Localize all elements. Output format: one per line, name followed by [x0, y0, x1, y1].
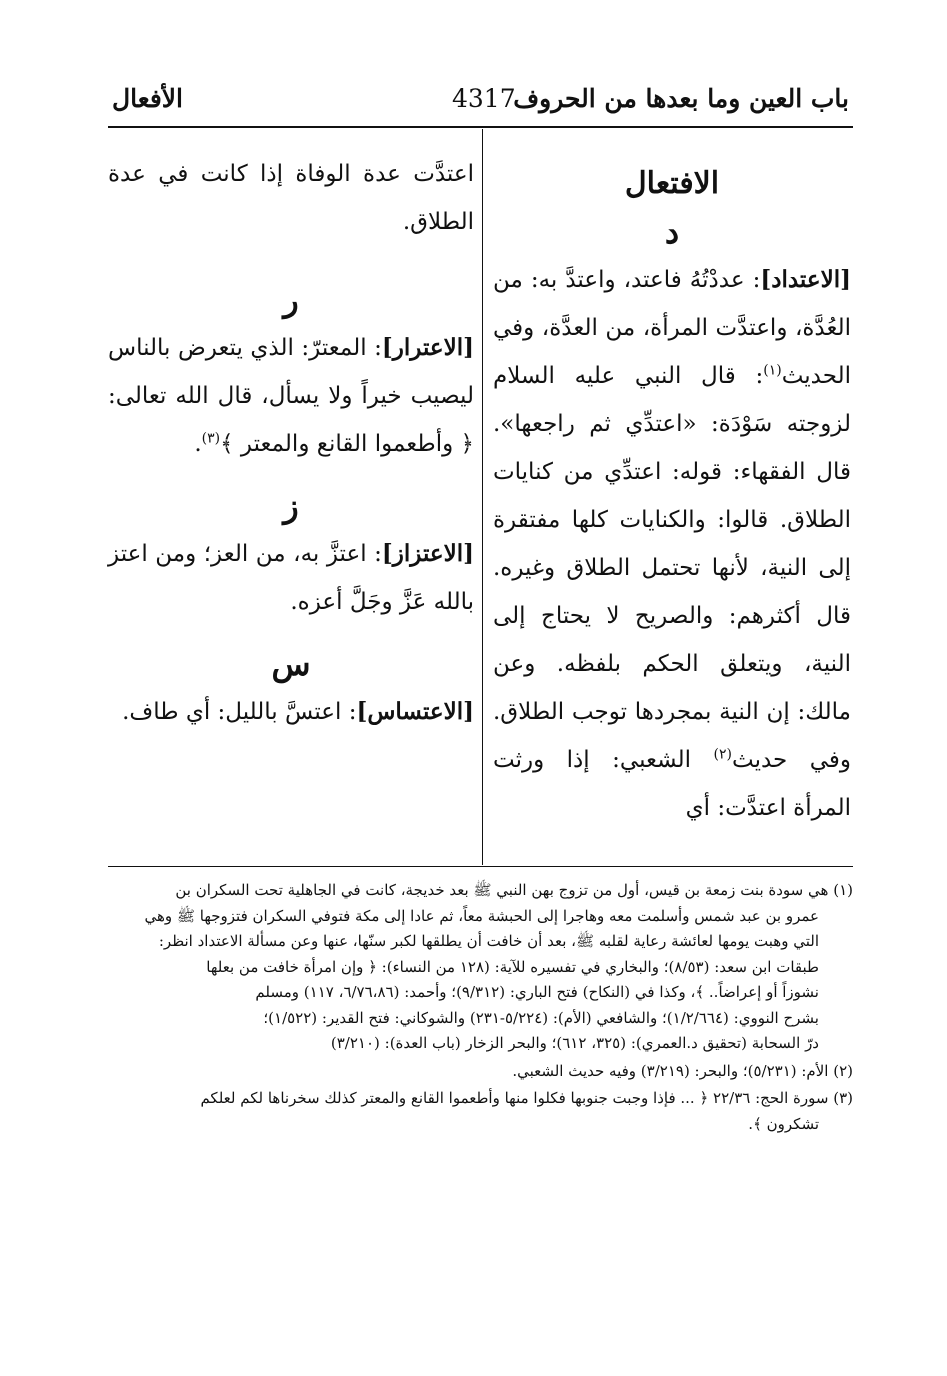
entry-text: : عددْتُهُ فاعتد، واعتدَّ به: من العُدَّة، واعتدَّت المرأة، من العدَّة، وفي الحديث [493, 267, 851, 389]
footnote-marker-2: (٢) [713, 746, 732, 763]
footnote-rule [108, 866, 853, 867]
footnotes [108, 878, 853, 1139]
letter-heading-zay: ز [283, 487, 299, 525]
entry-term: [الاعتزاز] [381, 540, 474, 567]
section-running-title: الأفعال [112, 84, 183, 113]
footnote-2 [108, 1059, 853, 1085]
entry-text-end: الشعبي: إذا ورثت المرأة اعتدَّت: أي [493, 747, 851, 821]
footnote-line: التي وهبت يومها لعائشة رعاية لقلبه ﷺ، بعد أن خافت أن يطلقها لكبر سنّها، عنها وعن مسألة الاعتداد انظر: [158, 932, 819, 950]
footnote-marker: (١) [833, 881, 853, 899]
entry-term: [الاعترار] [381, 334, 474, 361]
footnote-line: الأم: (٥/٢٣١)؛ والبحر: (٣/٢١٩) وفيه حديث الشعبي. [512, 1061, 829, 1080]
footnote-line: تشكرون ﴾. [748, 1114, 819, 1133]
entry-term: [الاعتساس] [356, 698, 474, 725]
entry-text-end: . [194, 431, 202, 457]
chapter-title: باب العين وما بعدها من الحروف [513, 84, 849, 113]
footnote-line: درّ السحابة (تحقيق د.العمري): (٣٢٥، ٦١٢)؛ والبحر الزخار (باب العدة): (٣/٢١٠) [330, 1034, 819, 1052]
footnote-3 [108, 1086, 853, 1137]
entry-itirar [108, 324, 474, 468]
entry-continuation: اعتدَّت عدة الوفاة إذا كانت في عدة الطلاق. [108, 161, 474, 235]
entry-itizaz [108, 530, 474, 626]
footnote-line: عمرو بن عبد شمس وأسلمت معه وهاجرا إلى الحبشة معاً، ثم عادا إلى مكة فتوفي السكران فتزوجها ﷺ وهي [144, 906, 819, 925]
footnote-1 [108, 878, 853, 1057]
footnote-marker-3: (٣) [201, 430, 221, 447]
footnote-marker: (٢) [833, 1061, 853, 1080]
footnote-line: سورة الحج: ٢٢/٣٦ ﴿ ... فإذا وجبت جنوبها فكلوا منها وأطعموا القانع والمعتر كذلك سخرناها لكم لعلكم [200, 1089, 829, 1107]
column-divider [482, 129, 483, 865]
footnote-marker: (٣) [833, 1089, 853, 1107]
entry-text-continued: : قال النبي عليه السلام لزوجته سَوْدَة: «اعتدِّي ثم راجعها». قال الفقهاء: قوله: اعتدِّي من كنايات الطلاق. قالوا: والكنايات كلها مفتقرة إلى النية، لأنها تحتمل الطلاق وغيره. قال أكثرهم: والصريح لا يحتاج إلى النية، ويتعلق الحكم بلفظه. وعن مالك: إن النية بمجردها توجب الطلاق. وفي حديث [493, 363, 852, 773]
left-column [108, 150, 474, 736]
footnote-line: هي سودة بنت زمعة بن قيس، أول من تزوج بهن النبي ﷺ بعد خديجة، كانت في الجاهلية تحت السكران بن [175, 881, 829, 899]
entry-text: : اعتزَّ به، من العز؛ ومن اعتز بالله عَزَّ وجَلَّ أعزه. [108, 541, 474, 615]
letter-heading-sin: س [271, 645, 311, 683]
entry-itidad [493, 256, 851, 832]
entry-itisas [108, 688, 474, 736]
footnote-marker-1: (١) [763, 362, 782, 379]
footnote-line: طبقات ابن سعد: (٨/٥٣)؛ والبخاري في تفسيره للآية: (١٢٨ من النساء): ﴿ وإن امرأة خافت من بعلها [206, 957, 819, 976]
right-column [493, 160, 851, 832]
section-heading: الافتعال [624, 166, 720, 201]
entry-text: : المعترّ: الذي يتعرض بالناس ليصيب خيراً ولا يسأل، قال الله تعالى: ﴿ وأطعموا القانع والمعتر ﴾ [108, 335, 474, 457]
page-number: 4317 [452, 84, 516, 113]
header-rule [108, 126, 853, 128]
letter-heading-dal: د [664, 213, 680, 251]
entry-term: [الاعتداد] [760, 266, 851, 293]
letter-heading-ra: ر [283, 281, 299, 319]
footnote-line: نشوزاً أو إعراضاً.. ﴾، وكذا في (النكاح) فتح الباري: (٩/٣١٢)؛ وأحمد: (٦/٧٦،٨٦، ١١٧) ومسلم [255, 983, 819, 1001]
footnote-line: بشرح النووي: (١/٢/٦٦٤)؛ والشافعي (الأم): (٥/٢٢٤-٢٣١) والشوكاني: فتح القدير: (١/٥٢٢)؛ [263, 1008, 819, 1027]
entry-text: : اعتسَّ بالليل: أي طاف. [122, 699, 357, 725]
